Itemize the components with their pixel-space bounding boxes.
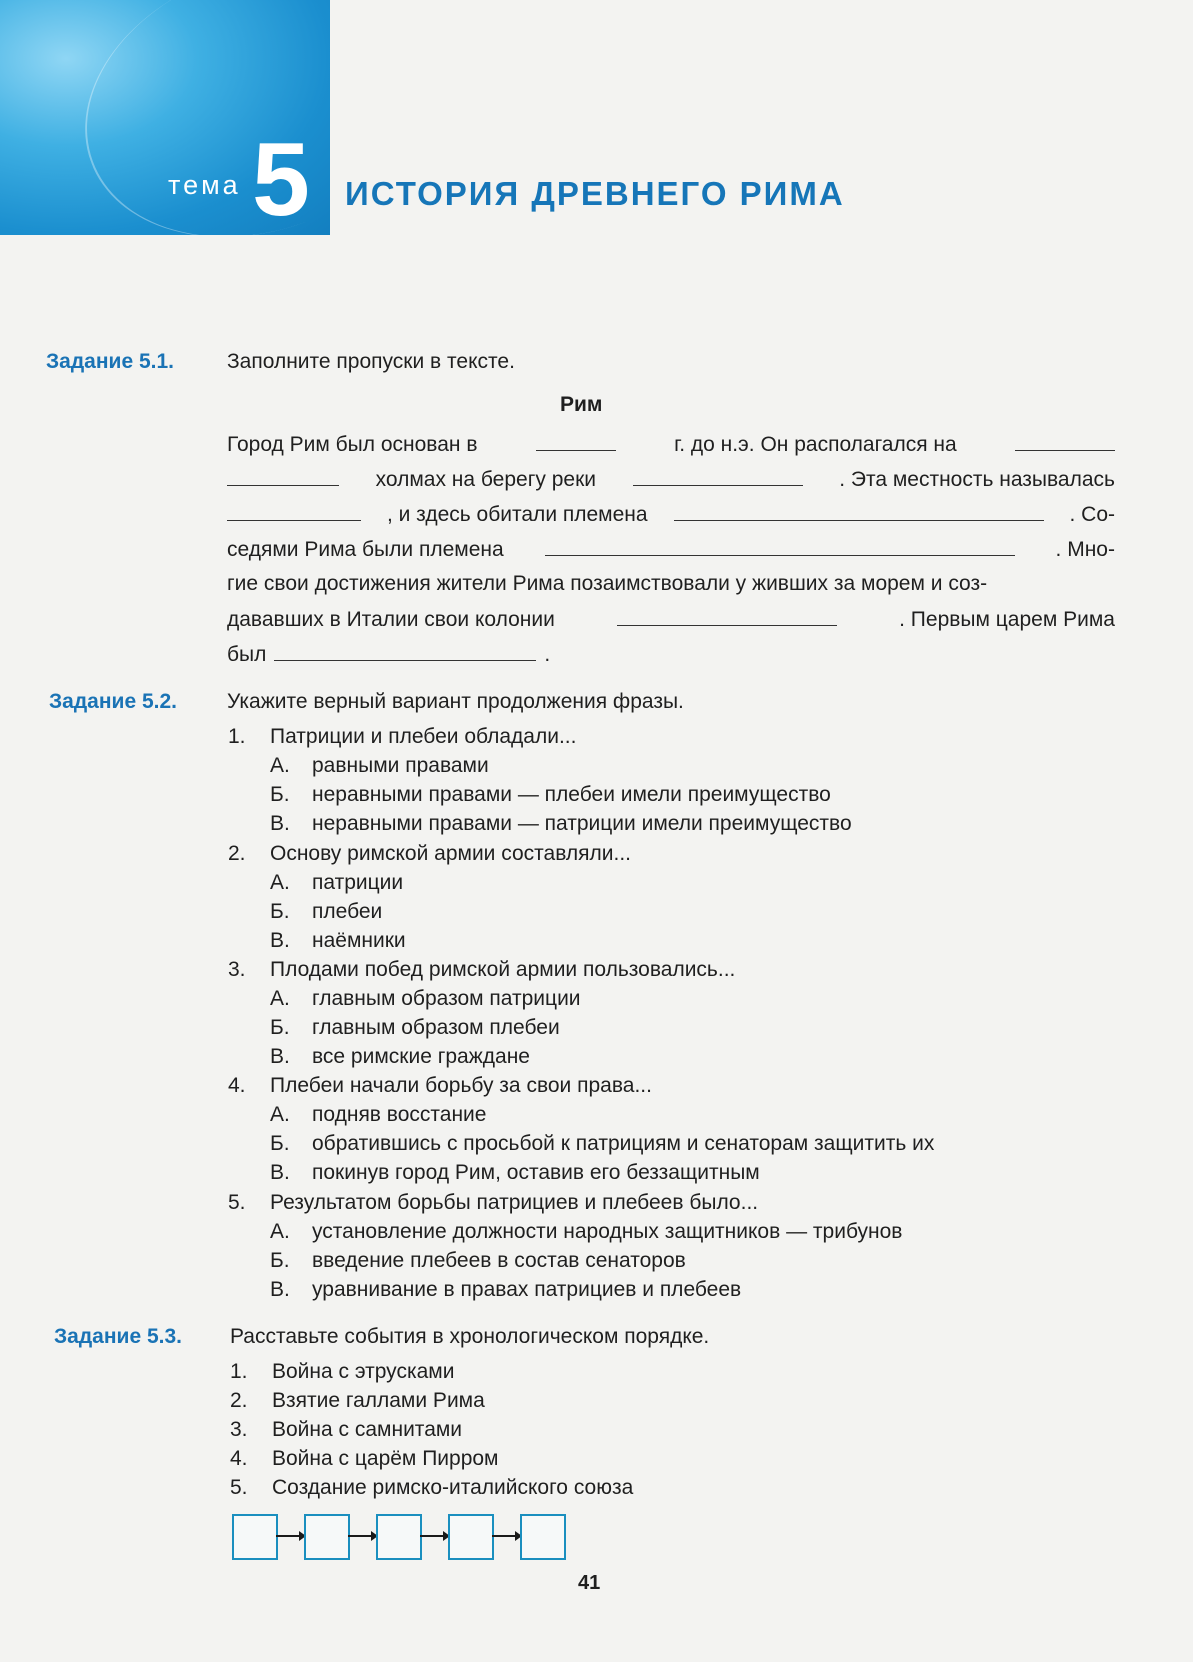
option-3b[interactable]: Б. главным образом плебеи: [270, 1016, 560, 1039]
fill-line-5: гие свои достижения жители Рима позаимствовали у живших за морем и соз-: [227, 572, 988, 595]
event-item-1: 1. Война с этрусками: [230, 1360, 455, 1383]
blank-first-king[interactable]: [274, 642, 536, 661]
task-5-1-instruction: Заполните пропуски в тексте.: [227, 350, 515, 373]
question-1: 1. Патриции и плебеи обладали...: [228, 725, 577, 748]
option-3a[interactable]: А. главным образом патриции: [270, 987, 581, 1010]
task-5-3-instruction: Расставьте события в хронологическом порядке.: [230, 1325, 710, 1348]
option-3c[interactable]: В. все римские граждане: [270, 1045, 530, 1068]
option-4b[interactable]: Б. обратившись с просьбой к патрициям и сенаторам защитить их: [270, 1132, 935, 1155]
blank-hills-count[interactable]: [1015, 432, 1115, 451]
fill-line-6: дававших в Италии свои колонии . Первым царем Рима: [227, 608, 1115, 631]
option-1a[interactable]: А. равными правами: [270, 754, 489, 777]
option-2a[interactable]: А. патриции: [270, 871, 404, 894]
page-number: 41: [578, 1572, 601, 1594]
fill-line-1: Город Рим был основан в г. до н.э. Он располагался на: [227, 432, 1115, 460]
arrow-icon: [492, 1535, 520, 1537]
answer-box-3[interactable]: [376, 1514, 422, 1560]
event-item-4: 4. Война с царём Пирром: [230, 1447, 499, 1470]
option-4c[interactable]: В. покинув город Рим, оставив его беззащитным: [270, 1161, 760, 1184]
event-item-5: 5. Создание римско-италийского союза: [230, 1476, 634, 1499]
blank-river[interactable]: [633, 467, 803, 486]
question-4: 4. Плебеи начали борьбу за свои права...: [228, 1074, 652, 1097]
blank-year[interactable]: [536, 432, 616, 451]
task-5-2-instruction: Укажите верный вариант продолжения фразы.: [227, 690, 684, 713]
option-1c[interactable]: В. неравными правами — патриции имели преимущество: [270, 812, 852, 835]
arrow-icon: [420, 1535, 448, 1537]
blank-tribes[interactable]: [674, 502, 1044, 521]
task-5-1-label: Задание 5.1.: [46, 350, 174, 373]
option-1b[interactable]: Б. неравными правами — плебеи имели преимущество: [270, 783, 831, 806]
page-title: ИСТОРИЯ ДРЕВНЕГО РИМА: [345, 175, 845, 212]
answer-sequence: [232, 1514, 562, 1560]
fill-line-2: холмах на берегу реки . Эта местность называлась: [227, 467, 1115, 495]
fill-line-4: седями Рима были племена . Мно-: [227, 538, 1115, 561]
text-heading: Рим: [560, 393, 603, 416]
task-5-2-label: Задание 5.2.: [49, 690, 177, 713]
task-5-3-label: Задание 5.3.: [54, 1325, 182, 1348]
topic-number: 5: [252, 122, 310, 238]
blank-region[interactable]: [227, 502, 361, 521]
blank-neighbor-tribes[interactable]: [545, 537, 1015, 556]
question-3: 3. Плодами побед римской армии пользовались...: [228, 958, 736, 981]
fill-line-7: был .: [227, 643, 551, 666]
arrow-icon: [348, 1535, 376, 1537]
question-2: 2. Основу римской армии составляли...: [228, 842, 632, 865]
option-2c[interactable]: В. наёмники: [270, 929, 406, 952]
option-5b[interactable]: Б. введение плебеев в состав сенаторов: [270, 1249, 686, 1272]
event-item-2: 2. Взятие галлами Рима: [230, 1389, 485, 1412]
option-2b[interactable]: Б. плебеи: [270, 900, 383, 923]
blank-hills-count-cont[interactable]: [227, 467, 339, 486]
question-5: 5. Результатом борьбы патрициев и плебеев было...: [228, 1191, 759, 1214]
topic-word: тема: [168, 170, 241, 200]
arrow-icon: [276, 1535, 304, 1537]
option-5a[interactable]: А. установление должности народных защитников — трибунов: [270, 1220, 903, 1243]
answer-box-5[interactable]: [520, 1514, 566, 1560]
option-4a[interactable]: А. подняв восстание: [270, 1103, 487, 1126]
event-item-3: 3. Война с самнитами: [230, 1418, 463, 1441]
blank-colonists[interactable]: [617, 607, 837, 626]
fill-line-3: , и здесь обитали племена . Со-: [227, 502, 1115, 530]
answer-box-1[interactable]: [232, 1514, 278, 1560]
option-5c[interactable]: В. уравнивание в правах патрициев и плебеев: [270, 1278, 742, 1301]
answer-box-4[interactable]: [448, 1514, 494, 1560]
answer-box-2[interactable]: [304, 1514, 350, 1560]
